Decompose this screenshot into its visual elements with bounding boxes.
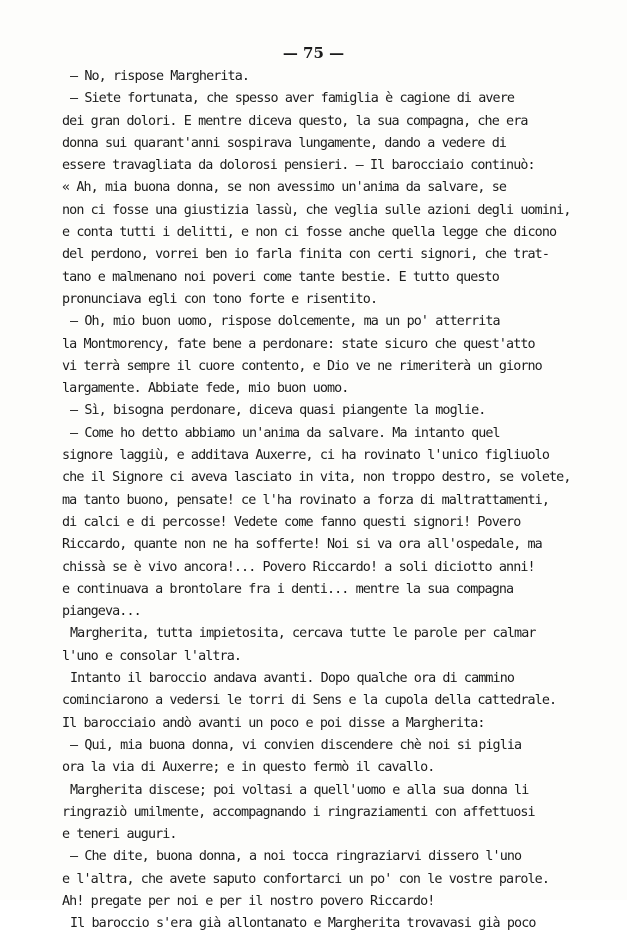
- text-line: pronunciava egli con tono forte e risentito.: [62, 291, 378, 307]
- text-line: largamente. Abbiate fede, mio buon uomo.: [62, 381, 349, 397]
- text-line: « Ah, mia buona donna, se non avessimo un'anima da salvare, se: [62, 180, 507, 196]
- text-line: Ah! pregate per noi e per il nostro povero Riccardo!: [62, 893, 435, 909]
- text-line: del perdono, vorrei ben io farla finita con certi signori, che trat-: [62, 247, 550, 263]
- text-line: Il barocciaio andò avanti un poco e poi disse a Margherita:: [62, 715, 485, 731]
- text-line: Riccardo, quante non ne ha sofferte! Noi si va ora all'ospedale, ma: [62, 537, 542, 553]
- text-line: dei gran dolori. E mentre diceva questo, la sua compagna, che era: [62, 113, 528, 129]
- text-line: e conta tutti i delitti, e non ci fosse anche quella legge che dicono: [62, 225, 557, 241]
- text-line: ringraziò umilmente, accompagnando i ringraziamenti con affettuosi: [62, 804, 535, 820]
- text-line: cominciarono a vedersi le torri di Sens e la cupola della cattedrale.: [62, 693, 557, 709]
- text-line: e l'altra, che avete saputo confortarci un po' con le vostre parole.: [62, 871, 550, 887]
- body-text: [62, 66, 571, 936]
- text-line: e teneri auguri.: [62, 827, 177, 843]
- text-line: — Che dite, buona donna, a noi tocca ringraziarvi dissero l'uno: [70, 849, 522, 865]
- text-line: tano e malmenano noi poveri come tante bestie. E tutto questo: [62, 269, 499, 285]
- text-line: — Sì, bisogna perdonare, diceva quasi piangente la moglie.: [70, 403, 486, 419]
- text-line: — Come ho detto abbiamo un'anima da salvare. Ma intanto quel: [70, 425, 500, 441]
- page-number: — 75 —: [282, 44, 345, 62]
- text-line: — No, rispose Margherita.: [70, 69, 250, 84]
- text-line: Margherita, tutta impietosita, cercava tutte le parole per calmar: [70, 626, 536, 642]
- text-line: ma tanto buono, pensate! ce l'ha rovinato a forza di maltrattamenti,: [62, 492, 550, 508]
- text-line: l'uno e consolar l'altra.: [62, 648, 242, 664]
- text-line: vi terrà sempre il cuore contento, e Dio ve ne rimeriterà un giorno: [62, 358, 542, 374]
- text-line: — Siete fortunata, che spesso aver famiglia è cagione di avere: [70, 91, 515, 107]
- text-line: donna sui quarant'anni sospirava lungamente, dando a vedere di: [62, 135, 507, 151]
- text-line: Intanto il baroccio andava avanti. Dopo qualche ora di cammino: [70, 671, 515, 687]
- text-line: signore laggiù, e additava Auxerre, ci ha rovinato l'unico figliuolo: [62, 448, 550, 464]
- text-line: ora la via di Auxerre; e in questo fermò il cavallo.: [62, 760, 435, 776]
- text-line: chissà se è vivo ancora!... Povero Riccardo! a soli diciotto anni!: [62, 559, 535, 575]
- text-line: e continuava a brontolare fra i denti... mentre la sua compagna: [62, 581, 514, 597]
- text-line: — Oh, mio buon uomo, rispose dolcemente, ma un po' atterrita: [70, 314, 500, 330]
- text-line: essere travagliata da dolorosi pensieri. — Il barocciaio continuò:: [62, 158, 535, 174]
- text-line: piangeva...: [62, 604, 141, 620]
- text-line: non ci fosse una giustizia lassù, che veglia sulle azioni degli uomini,: [62, 202, 571, 218]
- text-line: che il Signore ci aveva lasciato in vita, non troppo destro, se volete,: [62, 470, 571, 486]
- text-line: di calci e di percosse! Vedete come fanno questi signori! Povero: [62, 514, 521, 530]
- text-line: Il baroccio s'era già allontanato e Margherita trovavasi già poco: [70, 916, 536, 932]
- text-line: la Montmorency, fate bene a perdonare: state sicuro che quest'atto: [62, 336, 535, 352]
- text-line: — Qui, mia buona donna, vi convien discendere chè noi si piglia: [70, 737, 522, 753]
- text-line: Margherita discese; poi voltasi a quell'uomo e alla sua donna li: [70, 782, 529, 798]
